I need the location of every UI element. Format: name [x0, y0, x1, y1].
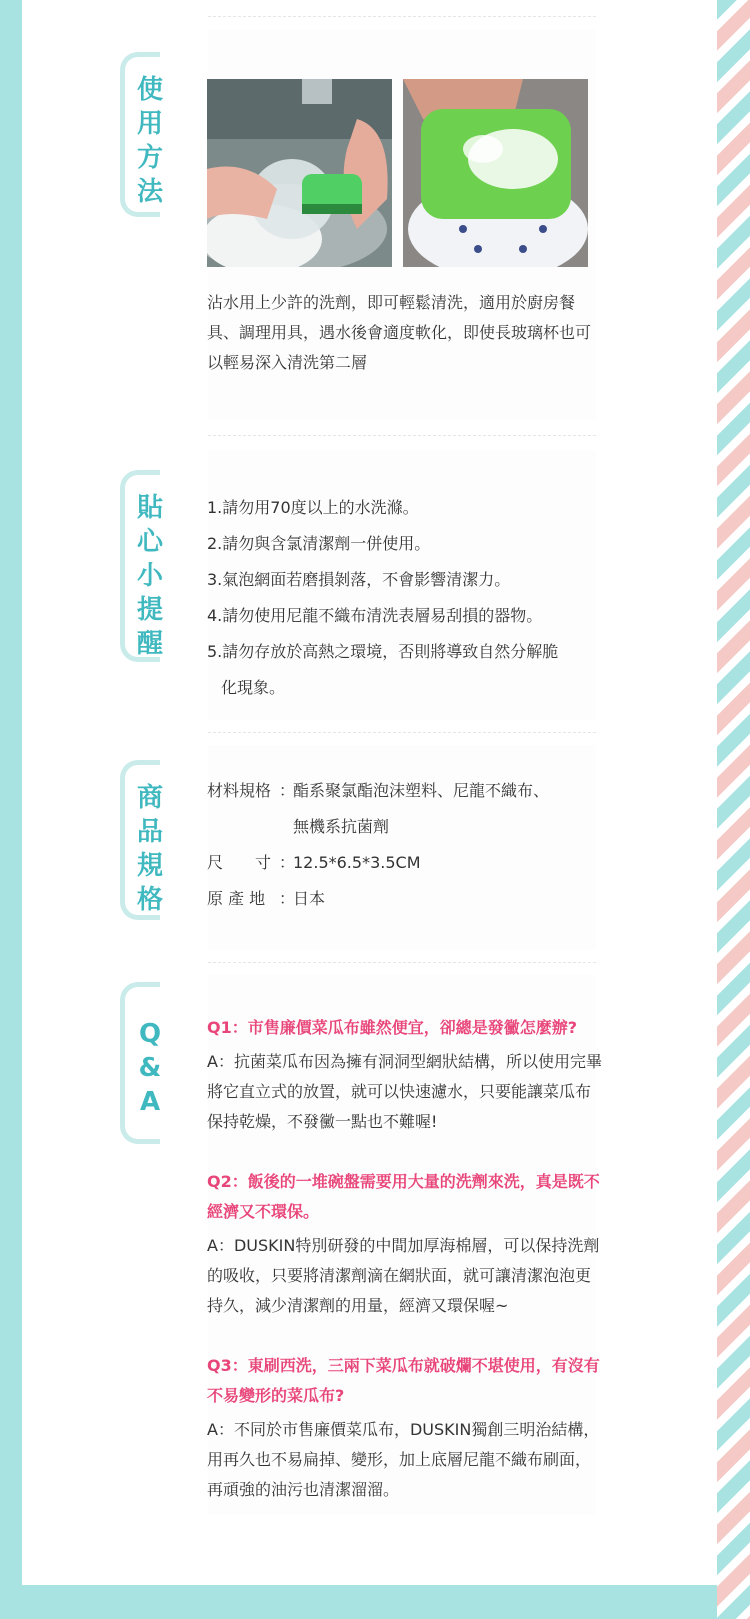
spec-key: 原 產 地: [207, 889, 266, 908]
spec-value: 12.5*6.5*3.5CM: [293, 853, 421, 872]
spec-value: 無機系抗菌劑: [293, 817, 390, 836]
tip-item: 2.請勿與含氯清潔劑一併使用。: [207, 534, 431, 553]
section-label-spec: [120, 760, 163, 920]
decorative-stripe: [717, 0, 750, 1619]
spec-colon: ：: [279, 889, 296, 908]
qa-answer: A：不同於市售廉價菜瓜布，DUSKIN獨創三明治結構，用再久也不易扁掉、變形，加上底層尼龍不織布刷面，再頑強的油污也清潔溜溜。: [207, 1420, 600, 1499]
tip-item: 4.請勿使用尼龍不織布清洗表層易刮損的器物。: [207, 606, 543, 625]
section-label-tips: [120, 470, 163, 662]
spec-row: [207, 773, 602, 809]
spec-value: 酯系聚氯酯泡沫塑料、尼龍不織布、: [293, 781, 550, 800]
spec-value: 日本: [293, 889, 326, 908]
spec-key: 尺 寸: [207, 853, 272, 872]
tip-item: 化現象。: [221, 678, 286, 697]
qa-item: [207, 1013, 602, 1137]
bottom-band: [0, 1585, 717, 1619]
spec-colon: ：: [279, 853, 296, 872]
divider: [208, 962, 596, 963]
tip-item: 1.請勿用70度以上的水洗滌。: [207, 498, 419, 517]
qa-question: Q3：東刷西洗，三兩下菜瓜布就破爛不堪使用，有沒有不易變形的菜瓜布?: [207, 1356, 600, 1405]
usage-photo-washing-glass: [207, 79, 392, 267]
qa-label: Q&A: [138, 1019, 162, 1117]
tip-item: 3.氣泡網面若磨損剝落，不會影響清潔力。: [207, 570, 511, 589]
divider: [208, 732, 596, 733]
spec-label: 商品規格: [136, 783, 163, 915]
section-label-usage: [120, 52, 163, 217]
tips-label: 貼心小提醒: [136, 493, 163, 659]
qa-answer: A：DUSKIN特別研發的中間加厚海棉層，可以保持洗劑的吸收，只要將清潔劑滴在網狀面，就可讓清潔泡泡更持久，減少清潔劑的用量，經濟又環保喔~: [207, 1236, 600, 1315]
spec-table: [207, 773, 602, 917]
usage-label: 使用方法: [136, 75, 163, 207]
tips-list: [207, 490, 602, 706]
spec-row: [207, 809, 602, 845]
spec-colon: ：: [279, 781, 296, 800]
spec-row: [207, 845, 602, 881]
spec-key: 材料規格: [207, 781, 272, 800]
qa-list: [207, 1013, 602, 1535]
section-label-qa: [120, 982, 160, 1144]
spec-row: [207, 881, 602, 917]
divider: [208, 435, 596, 436]
usage-photo-sponge-foam: [403, 79, 588, 267]
qa-item: [207, 1167, 602, 1321]
qa-answer: A：抗菌菜瓜布因為擁有洞洞型網狀結構，所以使用完畢將它直立式的放置，就可以快速濾水，只要能讓菜瓜布保持乾燥，不發黴一點也不難喔!: [207, 1052, 602, 1131]
qa-item: [207, 1351, 602, 1505]
tip-item: 5.請勿存放於高熱之環境，否則將導致自然分解脆: [207, 642, 559, 661]
qa-question: Q2：飯後的一堆碗盤需要用大量的洗劑來洗，真是既不經濟又不環保。: [207, 1172, 600, 1221]
usage-text: 沾水用上少許的洗劑，即可輕鬆清洗，適用於廚房餐具、調理用具，遇水後會適度軟化，即使長玻璃杯也可以輕易深入清洗第二層: [207, 293, 592, 372]
divider: [208, 16, 596, 17]
qa-question: Q1：市售廉價菜瓜布雖然便宜，卻總是發黴怎麼辦?: [207, 1018, 578, 1037]
